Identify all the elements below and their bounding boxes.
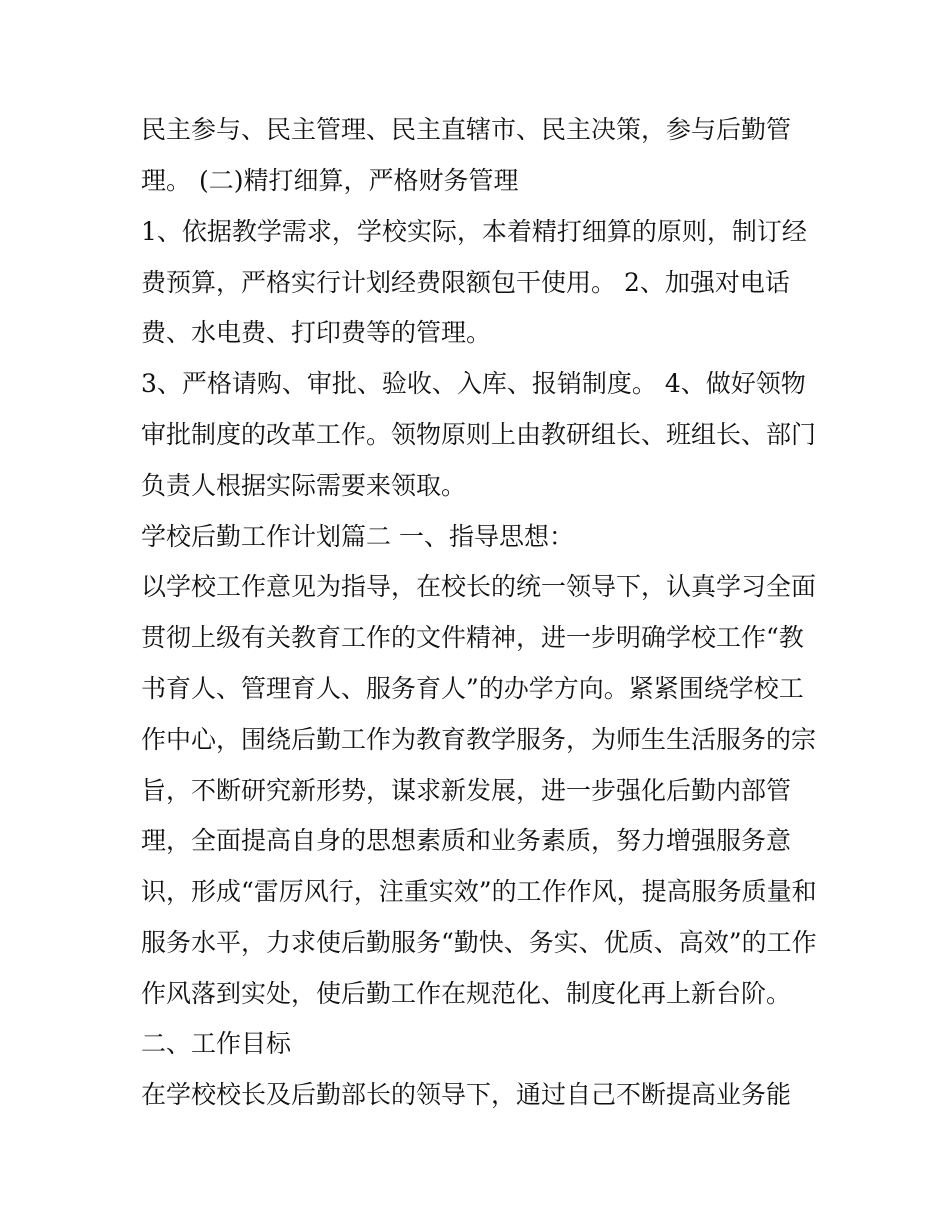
text-line: 书育人、管理育人、服务育人”的办学方向。紧紧围绕学校工: [141, 674, 804, 703]
text-line: 费、水电费、打印费等的管理。: [141, 318, 492, 347]
text-line: 理。 (二)精打细算，严格财务管理: [141, 166, 519, 195]
section-heading: 二、工作目标: [141, 1029, 292, 1058]
text-line: 负责人根据实际需要来领取。: [141, 471, 467, 500]
text-line: 服务水平，力求使后勤服务“勤快、务实、优质、高效”的工作: [141, 928, 817, 957]
text-line: 贯彻上级有关教育工作的文件精神，进一步明确学校工作“教: [141, 623, 804, 652]
text-line: 3、严格请购、审批、验收、入库、报销制度。 4、做好领物: [141, 369, 806, 398]
text-line: 费预算，严格实行计划经费限额包干使用。 2、加强对电话: [141, 268, 790, 297]
text-line: 作中心，围绕后勤工作为教育教学服务，为师生生活服务的宗: [141, 725, 817, 754]
text-line: 审批制度的改革工作。领物原则上由教研组长、班组长、部门: [141, 420, 817, 449]
text-line: 旨，不断研究新形势，谋求新发展，进一步强化后勤内部管: [141, 776, 792, 805]
text-line: 理，全面提高自身的思想素质和业务素质，努力增强服务意: [141, 826, 792, 855]
text-line: 识，形成“雷厉风行，注重实效”的工作作风，提高服务质量和: [141, 877, 817, 906]
text-line: 民主参与、民主管理、民主直辖市、民主决策，参与后勤管: [141, 115, 792, 144]
text-line: 1、依据教学需求，学校实际，本着精打细算的原则，制订经: [141, 217, 807, 246]
text-line: 作风落到实处，使后勤工作在规范化、制度化再上新台阶。: [141, 979, 792, 1008]
text-line: 以学校工作意见为指导，在校长的统一领导下，认真学习全面: [141, 572, 817, 601]
section-heading: 学校后勤工作计划篇二 一、指导思想：: [141, 522, 574, 551]
text-line: 在学校校长及后勤部长的领导下，通过自己不断提高业务能: [141, 1080, 792, 1109]
